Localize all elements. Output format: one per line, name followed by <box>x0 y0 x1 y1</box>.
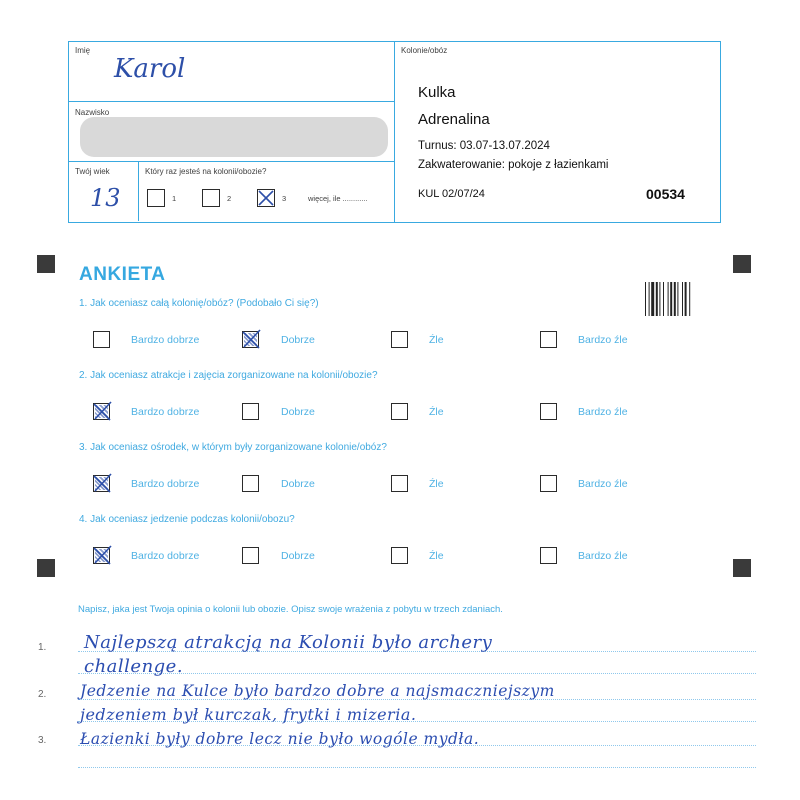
imie-label: Imię <box>75 46 91 55</box>
rating-option-label: Dobrze <box>281 406 315 418</box>
barcode-bar <box>659 282 660 316</box>
imie-value[interactable]: Karol <box>114 54 186 84</box>
visit-option-2-label: 2 <box>227 194 232 203</box>
header-divider-v <box>394 41 395 222</box>
rating-option-label: Bardzo dobrze <box>131 334 200 346</box>
barcode-bar <box>656 282 658 316</box>
barcode-bar <box>663 282 664 316</box>
ktory-raz-label: Który raz jesteś na kolonii/obozie? <box>145 167 267 176</box>
wiek-label: Twój wiek <box>75 167 110 176</box>
header-divider-h1 <box>68 101 395 102</box>
visit-checkbox-2[interactable] <box>202 189 220 207</box>
cross-mark-icon <box>92 473 113 494</box>
barcode-bar <box>682 282 683 316</box>
visit-checkbox-1[interactable] <box>147 189 165 207</box>
rating-checkbox[interactable] <box>93 403 110 420</box>
zakwaterowanie: Zakwaterowanie: pokoje z łazienkami <box>418 159 609 171</box>
barcode-icon <box>645 282 701 316</box>
line-number: 2. <box>38 689 47 700</box>
question-text: 4. Jak oceniasz jedzenie podczas kolonii/obozu? <box>79 514 295 525</box>
answer-text[interactable]: Najlepszą atrakcją na Kolonii było archery <box>84 632 493 653</box>
rating-checkbox[interactable] <box>242 547 259 564</box>
rating-checkbox[interactable] <box>391 403 408 420</box>
registration-mark-br <box>733 559 751 577</box>
nazwisko-redacted <box>80 117 388 157</box>
rating-option-label: Bardzo źle <box>578 334 628 346</box>
rating-checkbox[interactable] <box>540 403 557 420</box>
barcode-bar <box>668 282 669 316</box>
rating-option-label: Bardzo źle <box>578 406 628 418</box>
nazwisko-label: Nazwisko <box>75 108 110 117</box>
rating-option-label: Źle <box>429 550 444 562</box>
barcode-bar <box>670 282 672 316</box>
rating-checkbox[interactable] <box>93 547 110 564</box>
rating-checkbox[interactable] <box>540 331 557 348</box>
rating-option-label: Bardzo dobrze <box>131 406 200 418</box>
barcode-bar <box>649 282 650 316</box>
barcode-bar <box>689 282 690 316</box>
rating-checkbox[interactable] <box>93 331 110 348</box>
barcode-bar <box>645 282 646 316</box>
rating-option-label: Źle <box>429 478 444 490</box>
survey-title: ANKIETA <box>79 264 166 285</box>
question-text: 1. Jak oceniasz całą kolonię/obóz? (Podobało Ci się?) <box>79 298 319 309</box>
turnus: Turnus: 03.07-13.07.2024 <box>418 140 550 152</box>
rating-checkbox[interactable] <box>391 547 408 564</box>
registration-mark-tr <box>733 255 751 273</box>
line-number: 3. <box>38 735 47 746</box>
rating-checkbox[interactable] <box>242 475 259 492</box>
open-question-prompt: Napisz, jaka jest Twoja opinia o kolonii lub obozie. Opisz swoje wrażenia z pobytu w trzech zdaniach. <box>78 604 503 615</box>
line-number: 1. <box>38 642 47 653</box>
cross-mark-icon <box>257 189 275 207</box>
rating-checkbox[interactable] <box>391 331 408 348</box>
rating-checkbox[interactable] <box>242 331 259 348</box>
rating-option-label: Dobrze <box>281 478 315 490</box>
answer-text[interactable]: challenge. <box>84 656 184 677</box>
barcode-bar <box>651 282 654 316</box>
answer-text[interactable]: Jedzenie na Kulce było bardzo dobre a najsmaczniejszym <box>80 682 555 700</box>
rating-option-label: Dobrze <box>281 550 315 562</box>
visit-more-label: więcej, ile ............ <box>308 194 368 203</box>
form-number: 00534 <box>646 186 685 202</box>
rating-option-label: Bardzo źle <box>578 550 628 562</box>
rating-option-label: Dobrze <box>281 334 315 346</box>
answer-line <box>78 767 756 768</box>
cross-mark-icon <box>92 401 113 422</box>
rating-option-label: Źle <box>429 334 444 346</box>
question-text: 3. Jak oceniasz ośrodek, w którym były zorganizowane kolonie/obóz? <box>79 442 387 453</box>
rating-option-label: Źle <box>429 406 444 418</box>
registration-mark-tl <box>37 255 55 273</box>
kolonie-label: Kolonie/obóz <box>401 46 448 55</box>
cross-mark-icon <box>241 329 262 350</box>
rating-option-label: Bardzo źle <box>578 478 628 490</box>
wiek-value[interactable]: 13 <box>90 184 121 212</box>
header-divider-h2 <box>68 161 395 162</box>
visit-option-3-label: 3 <box>282 194 287 203</box>
answer-text[interactable]: Łazienki były dobre lecz nie było wogóle mydła. <box>80 730 480 748</box>
rating-checkbox[interactable] <box>540 547 557 564</box>
rating-option-label: Bardzo dobrze <box>131 478 200 490</box>
answer-text[interactable]: jedzeniem był kurczak, frytki i mizeria. <box>80 705 417 724</box>
age-divider-v <box>138 161 139 221</box>
registration-mark-bl <box>37 559 55 577</box>
barcode-bar <box>674 282 676 316</box>
visit-checkbox-3[interactable] <box>257 189 275 207</box>
question-text: 2. Jak oceniasz atrakcje i zajęcia zorganizowane na kolonii/obozie? <box>79 370 378 381</box>
rating-checkbox[interactable] <box>93 475 110 492</box>
barcode-bar <box>677 282 678 316</box>
camp-code: KUL 02/07/24 <box>418 188 485 200</box>
rating-checkbox[interactable] <box>391 475 408 492</box>
visit-option-1-label: 1 <box>172 194 177 203</box>
barcode-bar <box>685 282 687 316</box>
camp-program: Adrenalina <box>418 111 490 128</box>
rating-checkbox[interactable] <box>242 403 259 420</box>
rating-checkbox[interactable] <box>540 475 557 492</box>
camp-name: Kulka <box>418 84 456 101</box>
rating-option-label: Bardzo dobrze <box>131 550 200 562</box>
cross-mark-icon <box>92 545 113 566</box>
